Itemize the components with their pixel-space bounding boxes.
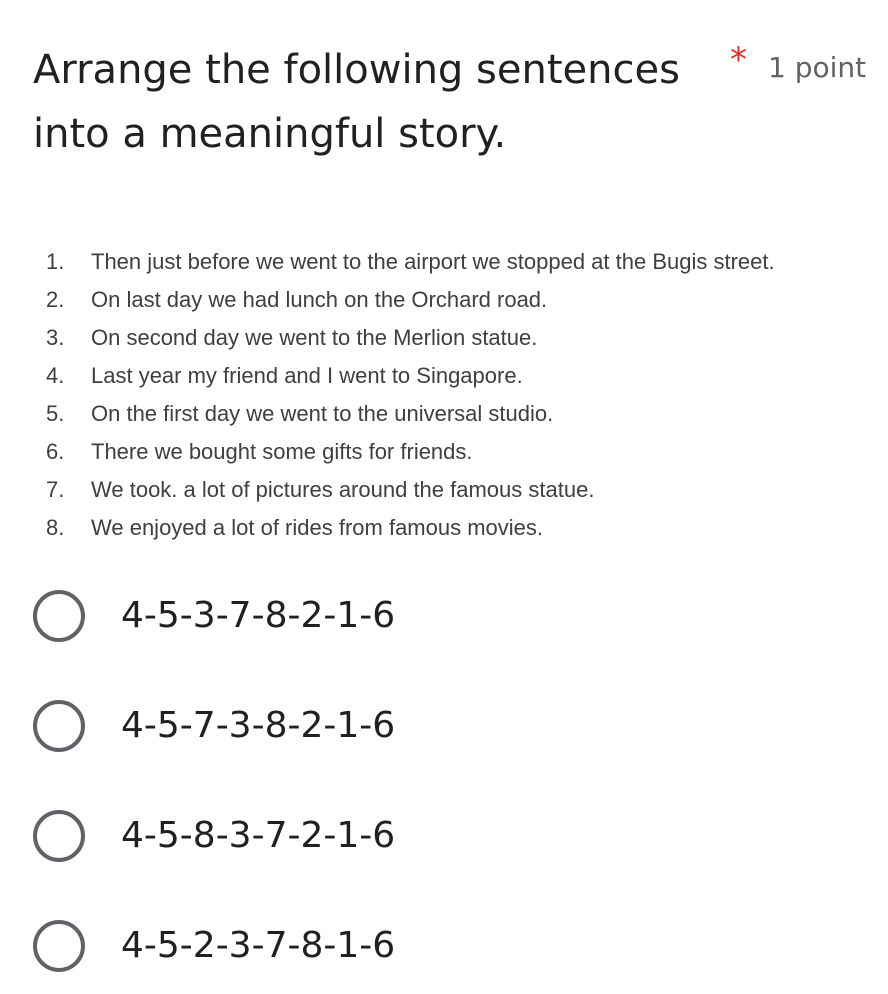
radio-button[interactable] bbox=[33, 920, 85, 972]
sentence-number: 8. bbox=[46, 515, 65, 540]
option-label[interactable]: 4-5-2-3-7-8-1-6 bbox=[121, 925, 396, 966]
sentence-item bbox=[46, 357, 775, 395]
radio-button[interactable] bbox=[33, 590, 85, 642]
sentence-item bbox=[46, 319, 775, 357]
radio-button[interactable] bbox=[33, 700, 85, 752]
sentence-text: On second day we went to the Merlion statue. bbox=[91, 325, 538, 350]
sentence-item bbox=[46, 395, 775, 433]
sentence-item bbox=[46, 509, 775, 547]
sentence-item bbox=[46, 281, 775, 319]
option-label[interactable]: 4-5-3-7-8-2-1-6 bbox=[121, 595, 396, 636]
sentence-text: We enjoyed a lot of rides from famous movies. bbox=[91, 515, 544, 540]
sentence-text: We took. a lot of pictures around the famous statue. bbox=[91, 477, 595, 502]
required-marker: * bbox=[730, 40, 747, 80]
sentence-text: Then just before we went to the airport we stopped at the Bugis street. bbox=[91, 249, 775, 274]
sentence-item bbox=[46, 243, 775, 281]
option-label[interactable]: 4-5-7-3-8-2-1-6 bbox=[121, 705, 396, 746]
answer-option-1[interactable] bbox=[33, 585, 833, 695]
sentence-item bbox=[46, 471, 775, 509]
sentence-number: 2. bbox=[46, 287, 65, 312]
sentence-number: 3. bbox=[46, 325, 65, 350]
points-label: 1 point bbox=[768, 51, 867, 84]
answer-option-2[interactable] bbox=[33, 695, 833, 805]
sentence-number: 6. bbox=[46, 439, 65, 464]
sentence-number: 1. bbox=[46, 249, 65, 274]
sentence-text: On last day we had lunch on the Orchard road. bbox=[91, 287, 548, 312]
radio-button[interactable] bbox=[33, 810, 85, 862]
sentence-text: There we bought some gifts for friends. bbox=[91, 439, 473, 464]
sentence-text: On the first day we went to the universal studio. bbox=[91, 401, 554, 426]
answer-option-3[interactable] bbox=[33, 805, 833, 915]
sentence-number: 4. bbox=[46, 363, 65, 388]
sentence-text: Last year my friend and I went to Singapore. bbox=[91, 363, 523, 388]
sentence-item bbox=[46, 433, 775, 471]
sentence-number: 5. bbox=[46, 401, 65, 426]
answer-option-4[interactable] bbox=[33, 915, 833, 994]
answer-options bbox=[33, 585, 833, 994]
sentence-number: 7. bbox=[46, 477, 65, 502]
sentence-list bbox=[46, 243, 775, 547]
option-label[interactable]: 4-5-8-3-7-2-1-6 bbox=[121, 815, 396, 856]
question-title: Arrange the following sentences into a meaningful story. bbox=[33, 47, 680, 157]
